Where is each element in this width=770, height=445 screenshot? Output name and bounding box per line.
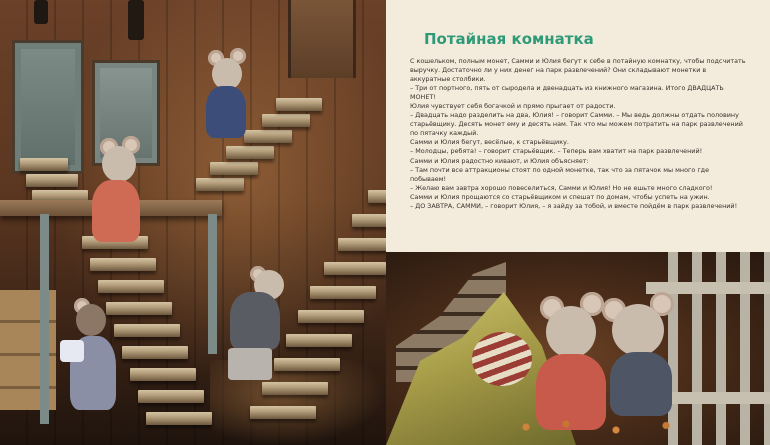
story-paragraph: – Двадцать надо разделить на два, Юлия! – говорит Самми. – Мы ведь должны отдать половину старьёвщику. Десять монет ему и десять нам. Так что мы можем потратить на парк развлечений по пятачку каждый. [410, 111, 743, 138]
stair-step [352, 214, 386, 227]
story-paragraph: – Три от портного, пять от сыродела и двенадцать из книжного магазина. Итого ДВАДЦАТЬ МОНЕТ! [410, 84, 724, 102]
mouse-figure [60, 296, 126, 412]
stair-step [338, 238, 386, 251]
stair-step [98, 280, 164, 293]
stair-step [196, 178, 244, 191]
stair-step [20, 158, 68, 171]
mouse-figure [602, 286, 682, 416]
story-paragraph: Самми и Юлия бегут, весёлые, к старьёвщику. [410, 138, 569, 147]
stair-step [262, 114, 310, 127]
mouse-figure [224, 262, 290, 382]
stair-step [276, 98, 322, 111]
story-title: Потайная комнатка [424, 30, 594, 48]
stair-step [250, 406, 316, 419]
story-paragraph: Самми и Юлия радостно кивают, и Юлия объясняет: [410, 156, 589, 165]
lamp-hook [34, 0, 48, 24]
story-paragraph: Юлия чувствует себя богачкой и прямо прыгает от радости. [410, 102, 616, 111]
stair-step [324, 262, 386, 275]
story-paragraph: Самми и Юлия прощаются со старьёвщиком и спешат по домам, чтобы успеть на ужин. [410, 192, 710, 201]
scattered-coins [506, 412, 706, 442]
story-paragraph: – ДО ЗАВТРА, САММИ, – говорит Юлия, – я зайду за тобой, и вместе пойдём в парк развлечений! [410, 201, 738, 210]
stair-step [90, 258, 156, 271]
story-paragraph: – Там почти все аттракционы стоят по одной монетке, так что за пятачок мы много где побываем! [410, 165, 710, 183]
door [288, 0, 356, 78]
story-text [410, 57, 746, 211]
striped-cushion [472, 332, 532, 386]
stair-step [286, 334, 352, 347]
stair-step [146, 412, 212, 425]
stair-step [26, 174, 78, 187]
stair-step [138, 390, 204, 403]
stair-step [130, 368, 196, 381]
stair-step [262, 382, 328, 395]
stair-step [226, 146, 274, 159]
story-paragraph: – Молодцы, ребята! – говорит старьёвщик. – Теперь вам хватит на парк развлечений! [410, 147, 703, 156]
lamp-hook [128, 0, 144, 40]
support-post [208, 214, 217, 354]
story-paragraph: – Желаю вам завтра хорошо повеселиться, Самми и Юлия! Но не ешьте много сладкого! [410, 183, 713, 192]
stair-step [122, 346, 188, 359]
door [12, 40, 84, 174]
hideout-photo [386, 252, 770, 445]
text-page [386, 0, 770, 252]
stair-step [310, 286, 376, 299]
stair-step [298, 310, 364, 323]
mouse-figure [196, 48, 256, 138]
stair-step [368, 190, 386, 203]
story-paragraph: С кошельком, полным монет, Самми и Юлия бегут к себе в потайную комнатку, чтобы подсчитать выручку. Достаточно ли у них денег на парк развлечений? Они складывают монетки в аккуратные столбики. [410, 57, 746, 84]
stair-step [210, 162, 258, 175]
mouse-figure [82, 136, 148, 246]
support-post [40, 214, 49, 424]
